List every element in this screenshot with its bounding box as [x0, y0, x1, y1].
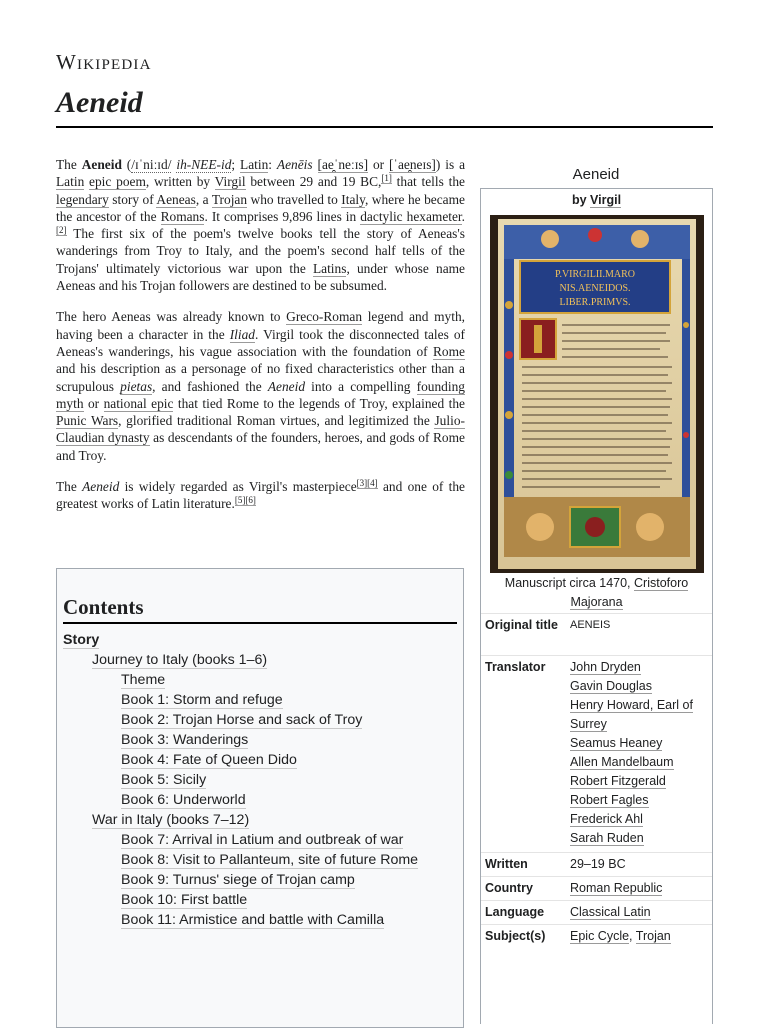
respelling[interactable]: ih-NEE-id [176, 157, 232, 172]
infobox-byline: by Virgil [571, 193, 622, 207]
translator-link[interactable]: Henry Howard, Earl of Surrey [570, 698, 693, 731]
link-pietas[interactable]: pietas [120, 378, 153, 394]
infobox [480, 188, 713, 1024]
wikipedia-wordmark[interactable]: Wikipedia [56, 50, 152, 74]
citation-1[interactable]: [1] [381, 172, 392, 183]
label-written: Written [485, 857, 528, 871]
toc-item[interactable] [57, 630, 463, 650]
title-divider [56, 126, 713, 128]
translator-link[interactable]: Robert Fagles [570, 793, 649, 807]
citation-5[interactable]: [5] [234, 494, 246, 505]
ipa-latin-1[interactable]: [ae̯ˈneːɪs] [317, 157, 369, 172]
link-latin[interactable]: Latin [56, 174, 85, 190]
row-language [481, 900, 712, 924]
citation-6[interactable]: [6] [245, 494, 256, 505]
translator-item [570, 677, 710, 696]
link-rome[interactable]: Rome [433, 343, 465, 359]
value-original-title: AENEIS [570, 619, 611, 631]
toc-item-label: Book 7: Arrival in Latium and outbreak of war [121, 832, 404, 848]
language-link[interactable]: Classical Latin [570, 905, 651, 919]
lead-paragraph-3: The Aeneid is widely regarded as Virgil's masterpiece[3][4] and one of the greatest works of Latin literature.[5][6] [56, 477, 465, 512]
toc-item-label: Book 5: Sicily [121, 772, 207, 788]
translator-link[interactable]: John Dryden [570, 660, 641, 674]
toc-item-label: Book 8: Visit to Pallanteum, site of future Rome [121, 852, 419, 868]
toc-item-label: Story [63, 632, 100, 648]
citation-3[interactable]: [3] [356, 477, 368, 488]
toc-item[interactable] [57, 830, 463, 850]
link-legendary[interactable]: legendary [56, 191, 109, 207]
link-dactylic-hexameter[interactable]: dactylic hexameter [360, 208, 462, 224]
translator-item [570, 791, 710, 810]
link-latins[interactable]: Latins [312, 260, 347, 276]
translator-item [570, 658, 710, 677]
toc-item[interactable] [57, 790, 463, 810]
lead-section [56, 156, 465, 527]
author-link[interactable]: Virgil [590, 193, 622, 207]
toc-item-label: Book 3: Wanderings [121, 732, 249, 748]
link-latin-language[interactable]: Latin [240, 157, 269, 172]
toc-item-label: Book 6: Underworld [121, 792, 246, 808]
toc-item[interactable] [57, 770, 463, 790]
row-original-title [481, 613, 712, 655]
link-italy[interactable]: Italy [341, 191, 365, 207]
toc-item-label: Book 9: Turnus' siege of Trojan camp [121, 872, 355, 888]
illuminator-link[interactable]: Cristoforo Majorana [570, 576, 689, 609]
manuscript-title-text: NIS.AENEIDOS. [559, 283, 631, 294]
link-epic-poem[interactable]: epic poem [89, 174, 146, 190]
toc-item-label: Theme [121, 672, 166, 688]
link-punic-wars[interactable]: Punic Wars [56, 413, 119, 429]
row-written [481, 852, 712, 876]
translator-link[interactable]: Gavin Douglas [570, 679, 652, 693]
row-subjects: Subject(s) Epic Cycle, Trojan [481, 924, 712, 948]
toc-item[interactable] [57, 710, 463, 730]
toc-item-label: War in Italy (books 7–12) [92, 812, 250, 828]
toc-item-label: Book 4: Fate of Queen Dido [121, 752, 297, 768]
toc-item[interactable] [57, 910, 463, 930]
toc-item[interactable] [57, 690, 463, 710]
ipa-pronunciation[interactable]: /ɪˈniːɪd/ [131, 157, 172, 172]
toc-heading: Contents [63, 595, 457, 624]
subject-link-trojan[interactable]: Trojan [635, 929, 671, 943]
label-original-title: Original title [485, 618, 558, 632]
translator-link[interactable]: Sarah Ruden [570, 831, 644, 845]
toc-item[interactable] [57, 750, 463, 770]
translator-link[interactable]: Frederick Ahl [570, 812, 643, 826]
manuscript-title-text: LIBER.PRIMVS. [559, 297, 631, 308]
toc-item[interactable] [57, 870, 463, 890]
translator-item [570, 772, 710, 791]
label-country: Country [485, 881, 533, 895]
link-trojan[interactable]: Trojan [211, 191, 248, 207]
toc-item[interactable] [57, 670, 463, 690]
country-link[interactable]: Roman Republic [570, 881, 663, 895]
citation-2[interactable]: [2] [56, 224, 67, 235]
toc-item[interactable] [57, 650, 463, 670]
translator-item [570, 753, 710, 772]
page-title: Aeneid [56, 86, 143, 119]
row-country [481, 876, 712, 900]
toc-item-label: Book 2: Trojan Horse and sack of Troy [121, 712, 363, 728]
translator-item [570, 829, 710, 848]
link-romans[interactable]: Romans [160, 208, 205, 224]
toc-list [57, 630, 463, 930]
link-national-epic[interactable]: national epic [103, 395, 174, 411]
toc-item[interactable] [57, 890, 463, 910]
ipa-latin-2[interactable]: [ˈae̯neɪs] [389, 157, 436, 172]
toc-item[interactable] [57, 730, 463, 750]
link-virgil[interactable]: Virgil [214, 174, 246, 190]
toc-item-label: Journey to Italy (books 1–6) [92, 652, 268, 668]
citation-4[interactable]: [4] [367, 477, 378, 488]
lead-paragraph-1: The Aeneid (/ɪˈniːɪd/ ih-NEE-id; Latin: Aenēis [ae̯ˈneːɪs] or [ˈae̯neɪs]) is a Latin epic poem, written by Virgil between 29 and 19 BC,[1] that tells the legendary story of Aeneas, a Trojan who travelled to Italy, where he became the ancestor of the Romans. It comprises 9,896 lines in dactylic hexameter.[2] The first six of the poem's twelve books tell the story of Aeneas's wanderings from Troy to Italy, and the poem's second half tells of the Trojans' ultimately victorious war upon the Latins, under whose name Aeneas and his Trojan followers are destined to be subsumed. [56, 157, 466, 294]
table-of-contents [56, 568, 464, 1028]
translator-item [570, 734, 710, 753]
translator-list [570, 658, 710, 848]
manuscript-title-text: P.VIRGILII.MARO [555, 269, 635, 280]
toc-item[interactable] [57, 850, 463, 870]
label-translator: Translator [485, 660, 546, 674]
link-founding-myth[interactable]: founding myth [56, 378, 465, 411]
infobox-caption: Aeneid [572, 166, 620, 183]
toc-item-label: Book 1: Storm and refuge [121, 692, 283, 708]
lead-paragraph-2: The hero Aeneas was already known to Greco-Roman legend and myth, having been a character in the Iliad. Virgil took the disconnected tales of Aeneas's wanderings, his vague association with the foundation of Rome and his description as a personage of no fixed characteristics other than a scrupulous pietas, and fashioned the Aeneid into a compelling founding myth or national epic that tied Rome to the legends of Troy, explained the Punic Wars, glorified traditional Roman virtues, and legitimized the Julio-Claudian dynasty as descendants of the founders, heroes, and gods of Rome and Troy. [56, 309, 465, 463]
link-julio-claudian-dynasty[interactable]: Julio-Claudian dynasty [56, 413, 465, 446]
link-greco-roman[interactable]: Greco-Roman [286, 309, 363, 325]
translator-item [570, 810, 710, 829]
translator-link[interactable]: Seamus Heaney [570, 736, 663, 750]
link-iliad[interactable]: Iliad [229, 326, 255, 342]
label-subjects: Subject(s) [485, 929, 546, 943]
translator-link[interactable]: Robert Fitzgerald [570, 774, 666, 788]
link-aeneas[interactable]: Aeneas [156, 191, 196, 207]
toc-item[interactable] [57, 810, 463, 830]
row-translator [481, 655, 712, 852]
value-written: 29–19 BC [570, 857, 626, 871]
translator-item [570, 696, 710, 734]
manuscript-illustration [490, 215, 704, 573]
label-language: Language [485, 905, 545, 919]
toc-item-label: Book 10: First battle [121, 892, 248, 908]
toc-item-label: Book 11: Armistice and battle with Camilla [121, 912, 385, 928]
subject-link-epic-cycle[interactable]: Epic Cycle [570, 929, 630, 943]
translator-link[interactable]: Allen Mandelbaum [570, 755, 674, 769]
manuscript-image[interactable] [490, 215, 704, 573]
image-caption: Manuscript circa 1470, Cristoforo Majorana [504, 576, 689, 609]
